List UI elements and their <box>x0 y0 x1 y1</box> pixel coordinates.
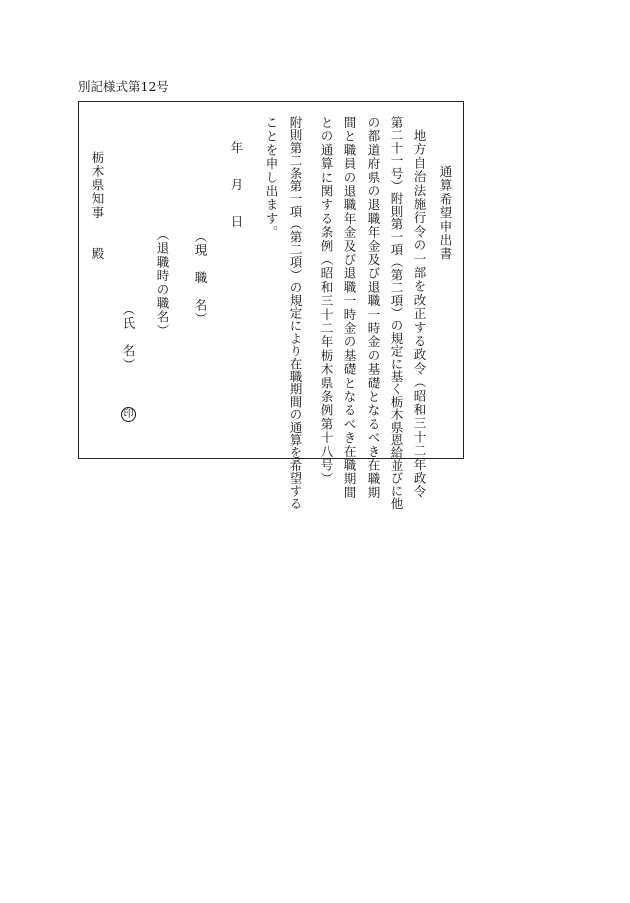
date-label: 年 月 日 <box>229 141 244 234</box>
body-line-4: 間と職員の退職年金及び退職一時金の基礎となるべき在職期間 <box>342 116 357 500</box>
addressee-label: 栃木県知事 殿 <box>90 151 105 261</box>
retired-title-label: （退職時の職名） <box>155 228 170 338</box>
body-line-7: ことを申し出ます。 <box>264 116 279 240</box>
body-line-6: 附則第二条第一項（第二項）の規定により在職期間の通算を希望する <box>288 116 303 510</box>
current-title-label: （現 職 名） <box>193 230 208 326</box>
body-line-3: の都道府県の退職年金及び退職一時金の基礎となるべき在職期 <box>366 116 381 500</box>
name-label: （氏 名） <box>121 303 136 372</box>
form-number-label: 別記様式第12号 <box>78 79 169 94</box>
document-title: 通算希望申出書 <box>438 165 453 261</box>
body-line-1: 地方自治法施行令の一部を改正する政令（昭和三十二年政令 <box>412 129 427 499</box>
body-line-5: との通算に関する条例（昭和三十二年栃木県条例第十八号） <box>319 116 334 486</box>
body-line-2: 第二十一号）附則第一項（第二項）の規定に基く栃木県恩給並びに他 <box>389 116 404 510</box>
seal-mark: 印 <box>121 407 136 422</box>
